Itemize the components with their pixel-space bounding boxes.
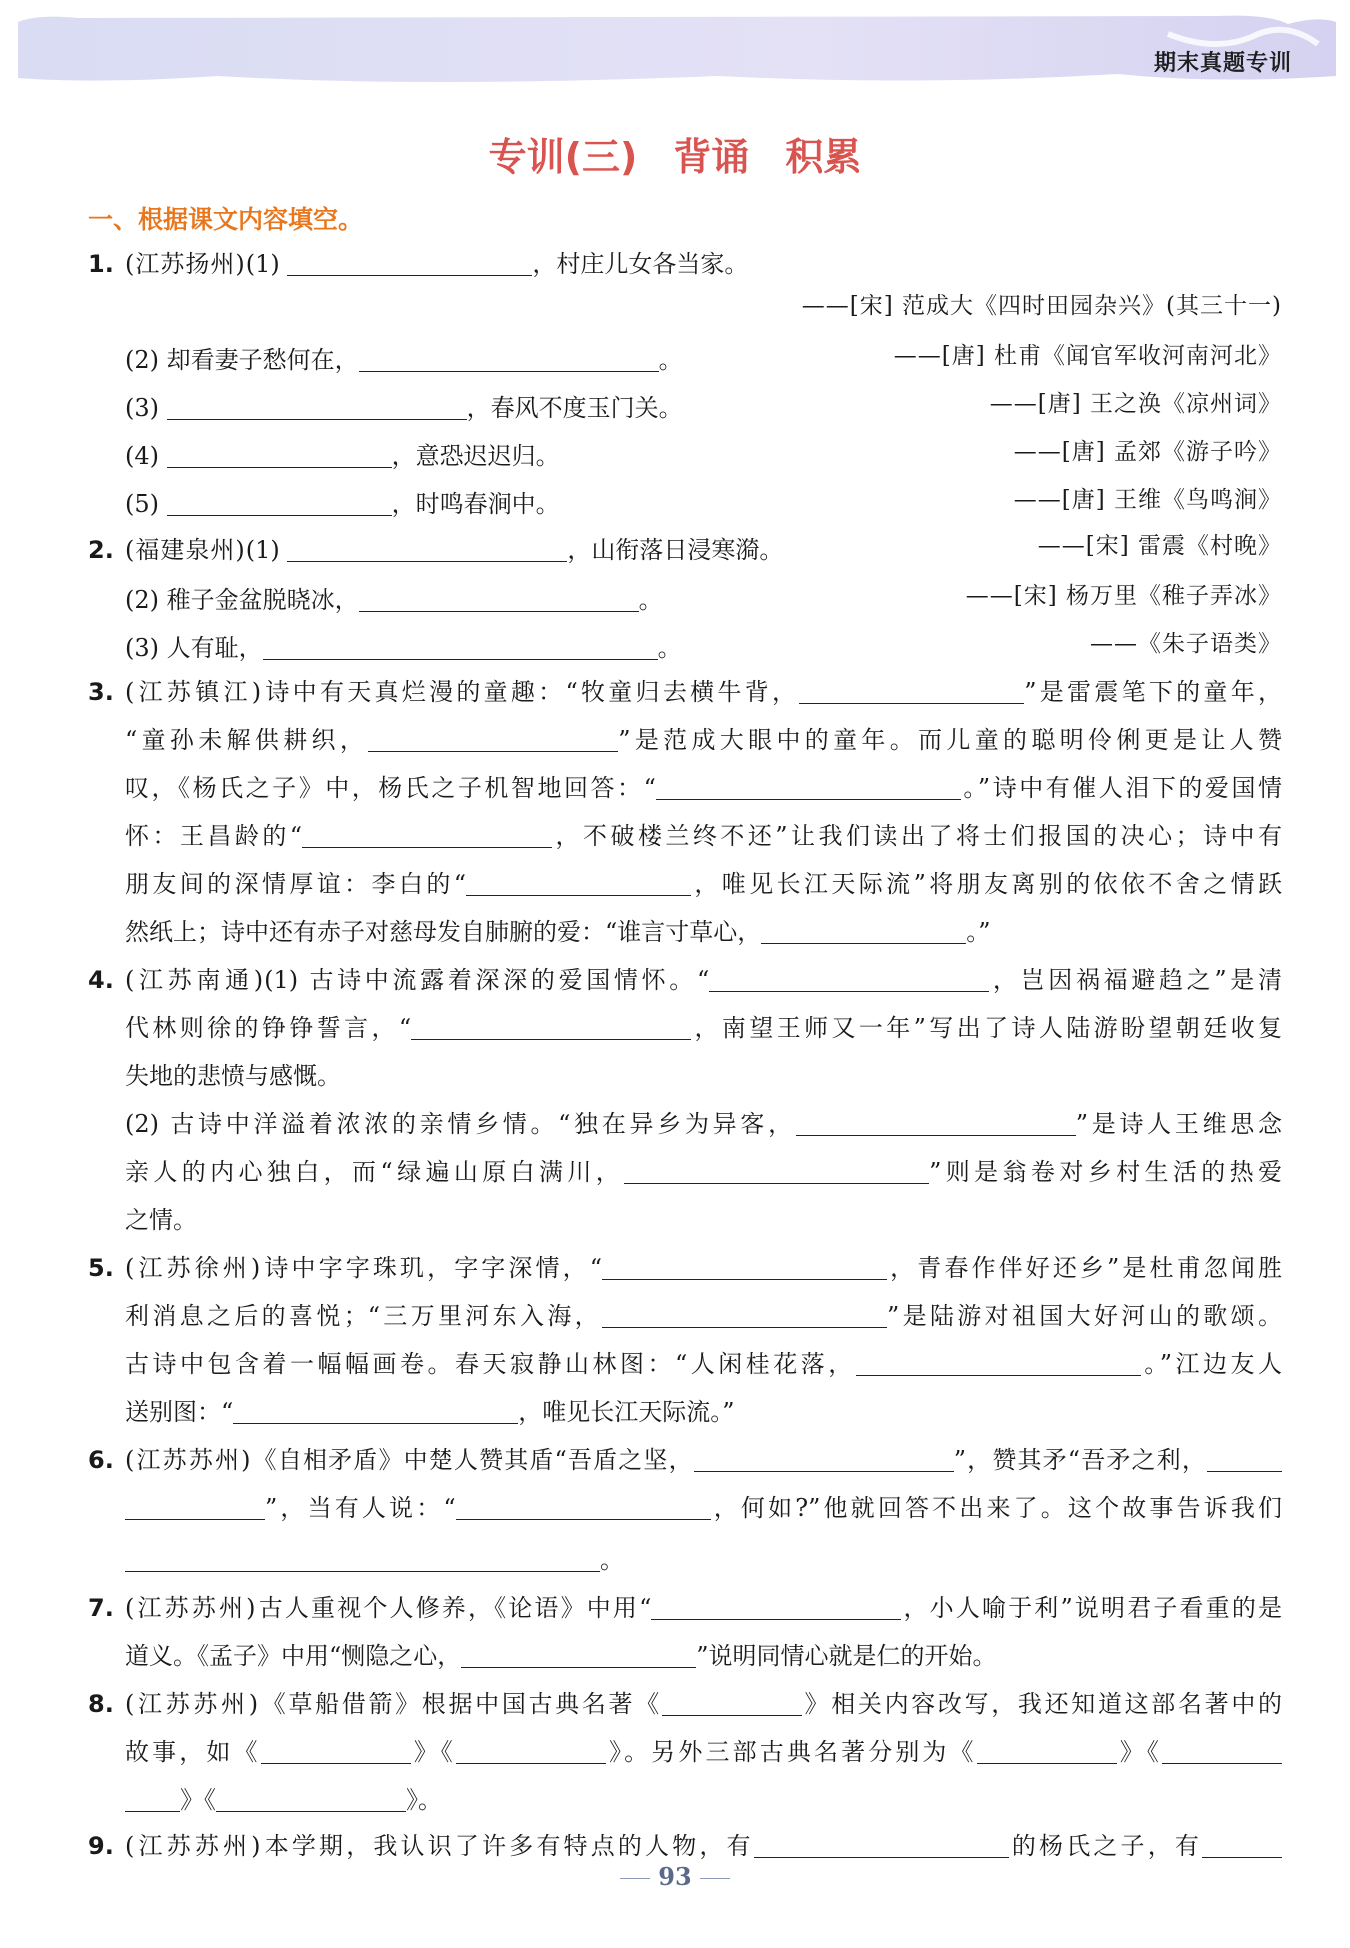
q7-blank-2[interactable] <box>461 1639 696 1668</box>
q3-line-1: 3. (江苏镇江)诗中有天真烂漫的童趣：“牧童归去横牛背， ”是雷震笔下的童年， <box>125 672 1282 712</box>
title-part-3: 积累 <box>785 135 862 179</box>
q8-blank-2[interactable] <box>261 1735 411 1764</box>
q2-2-attribution: ——[宋] 杨万里《稚子弄冰》 <box>965 583 1282 609</box>
title-part-2: 背诵 <box>673 135 750 179</box>
q3-blank-1[interactable] <box>799 675 1024 704</box>
q2-number: 2. <box>88 536 114 564</box>
q8-line-3: 》《 》。 <box>125 1780 1282 1820</box>
q5-line-3: 古诗中包含着一幅幅画卷。春天寂静山林图：“人闲桂花落， 。”江边友人 <box>125 1344 1282 1384</box>
q3-line-3: 叹，《杨氏之子》中，杨氏之子机智地回答：“ 。”诗中有催人泪下的爱国情 <box>125 768 1282 808</box>
q4-line-2: 代林则徐的铮铮誓言，“ ，南望王师又一年”写出了诗人陆游盼望朝廷收复 <box>125 1008 1282 1048</box>
q1-line-4: (4) ，意恐迟迟归。 <box>125 436 1282 476</box>
q2-2-blank[interactable] <box>359 583 639 612</box>
q5-blank-2[interactable] <box>602 1299 887 1328</box>
header-label: 期末真题专训 <box>1153 51 1292 76</box>
q4-line-4: (2) 古诗中洋溢着浓浓的亲情乡情。“独在异乡为异客， ”是诗人王维思念 <box>125 1104 1282 1144</box>
q2-3-attribution: ——《朱子语类》 <box>1090 631 1282 657</box>
q2-1-attribution: ——[宋] 雷震《村晚》 <box>1037 533 1282 559</box>
q8-line-1: 8. (江苏苏州)《草船借箭》根据中国古典名著《 》相关内容改写，我还知道这部名著中的 <box>125 1684 1282 1724</box>
q3-blank-4[interactable] <box>302 819 552 848</box>
q8-blank-3[interactable] <box>456 1735 606 1764</box>
q8-line-2: 故事，如《 》《 》。另外三部古典名著分别为《 》《 <box>125 1732 1282 1772</box>
q9-blank-1[interactable] <box>754 1829 1009 1858</box>
q6-blank-1[interactable] <box>694 1443 954 1472</box>
q7-blank-1[interactable] <box>651 1591 901 1620</box>
q3-line-4: 怀：王昌龄的“ ，不破楼兰终不还”让我们读出了将士们报国的决心；诗中有 <box>125 816 1282 856</box>
q6-line-2: ”，当有人说：“ ，何如?”他就回答不出来了。这个故事告诉我们 <box>125 1488 1282 1528</box>
q3-line-2: “童孙未解供耕织， ”是范成大眼中的童年。而儿童的聪明伶俐更是让人赞 <box>125 720 1282 760</box>
q1-5-blank[interactable] <box>167 487 392 516</box>
q1-number: 1. <box>88 250 114 278</box>
q2-line-1: 2. (福建泉州)(1) ，山衔落日浸寒漪。 <box>125 530 1282 570</box>
q1-1-blank[interactable] <box>287 247 532 276</box>
q1-4-attribution: ——[唐] 孟郊《游子吟》 <box>1013 439 1282 465</box>
q1-4-blank[interactable] <box>167 439 392 468</box>
q9-line-1: 9. (江苏苏州)本学期，我认识了许多有特点的人物，有 的杨氏之子，有 <box>125 1826 1282 1866</box>
q6-line-3: 。 <box>125 1540 1282 1580</box>
q3-blank-6[interactable] <box>761 915 966 944</box>
q3-line-6: 然纸上；诗中还有赤子对慈母发自肺腑的爱：“谁言寸草心， 。” <box>125 912 1282 952</box>
q1-2-attribution: ——[唐] 杜甫《闻官军收河南河北》 <box>893 343 1282 369</box>
q4-blank-3[interactable] <box>796 1107 1076 1136</box>
q4-line-5: 亲人的内心独白，而“绿遍山原白满川， ”则是翁卷对乡村生活的热爱 <box>125 1152 1282 1192</box>
q4-blank-2[interactable] <box>411 1011 691 1040</box>
q4-blank-1[interactable] <box>709 963 989 992</box>
q7-line-1: 7. (江苏苏州)古人重视个人修养，《论语》中用“ ，小人喻于利”说明君子看重的是 <box>125 1588 1282 1628</box>
page-number: 93 <box>0 1862 1350 1891</box>
q5-line-2: 利消息之后的喜悦；“三万里河东入海， ”是陆游对祖国大好河山的歌颂。 <box>125 1296 1282 1336</box>
q5-blank-3[interactable] <box>856 1347 1141 1376</box>
q4-blank-4[interactable] <box>624 1155 929 1184</box>
q1-3-blank[interactable] <box>167 391 467 420</box>
q8-blank-6[interactable] <box>216 1783 406 1812</box>
q5-number: 5. <box>88 1254 114 1282</box>
q9-number: 9. <box>88 1832 114 1860</box>
q6-number: 6. <box>88 1446 114 1474</box>
q8-blank-5[interactable] <box>1162 1735 1282 1764</box>
q2-1-blank[interactable] <box>287 533 567 562</box>
q6-blank-2-cont[interactable] <box>125 1491 265 1520</box>
q7-line-2: 道义。《孟子》中用“恻隐之心， ”说明同情心就是仁的开始。 <box>125 1636 1282 1676</box>
q1-5-attribution: ——[唐] 王维《鸟鸣涧》 <box>1013 487 1282 513</box>
q1-line-2: (2) 却看妻子愁何在， 。 <box>125 340 1282 380</box>
q2-line-3: (3) 人有耻， 。 <box>125 628 1282 668</box>
q6-line-1: 6. (江苏苏州)《自相矛盾》中楚人赞其盾“吾盾之坚， ”，赞其矛“吾矛之利， <box>125 1440 1282 1480</box>
q8-blank-1[interactable] <box>662 1687 802 1716</box>
title-part-1: 专训(三) <box>488 135 638 179</box>
q1-line-1: 1. (江苏扬州)(1) ，村庄儿女各当家。 <box>125 244 1282 284</box>
q1-line-3: (3) ，春风不度玉门关。 <box>125 388 1282 428</box>
q9-blank-2[interactable] <box>1202 1829 1282 1858</box>
q6-blank-4[interactable] <box>125 1543 600 1572</box>
q4-number: 4. <box>88 966 114 994</box>
q2-line-2: (2) 稚子金盆脱晓冰， 。 <box>125 580 1282 620</box>
q4-line-3: 失地的悲愤与感慨。 <box>125 1062 341 1090</box>
q4-line-1: 4. (江苏南通)(1) 古诗中流露着深深的爱国情怀。“ ，岂因祸福避趋之”是清 <box>125 960 1282 1000</box>
q8-blank-4[interactable] <box>977 1735 1117 1764</box>
q1-2-blank[interactable] <box>359 343 659 372</box>
page-title <box>0 126 1350 181</box>
q6-blank-3[interactable] <box>456 1491 711 1520</box>
q3-line-5: 朋友间的深情厚谊：李白的“ ，唯见长江天际流”将朋友离别的依依不舍之情跃 <box>125 864 1282 904</box>
q3-blank-5[interactable] <box>466 867 691 896</box>
q1-1-attribution: ——[宋] 范成大《四时田园杂兴》(其三十一) <box>801 293 1282 319</box>
q1-line-5: (5) ，时鸣春涧中。 <box>125 484 1282 524</box>
q5-blank-4[interactable] <box>233 1395 518 1424</box>
q4-line-6: 之情。 <box>125 1206 197 1234</box>
q5-line-4: 送别图：“ ，唯见长江天际流。” <box>125 1392 1282 1432</box>
q8-blank-5-cont[interactable] <box>125 1783 180 1812</box>
q1-3-attribution: ——[唐] 王之涣《凉州词》 <box>989 391 1282 417</box>
q7-number: 7. <box>88 1594 114 1622</box>
q3-blank-3[interactable] <box>656 771 961 800</box>
q5-blank-1[interactable] <box>602 1251 887 1280</box>
q3-blank-2[interactable] <box>368 723 618 752</box>
section-heading: 一、根据课文内容填空。 <box>88 205 364 234</box>
q3-number: 3. <box>88 678 114 706</box>
q2-3-blank[interactable] <box>263 631 658 660</box>
header-banner <box>18 14 1336 88</box>
q5-line-1: 5. (江苏徐州)诗中字字珠玑，字字深情，“ ，青春作伴好还乡”是杜甫忽闻胜 <box>125 1248 1282 1288</box>
q8-number: 8. <box>88 1690 114 1718</box>
q6-blank-2[interactable] <box>1207 1443 1282 1472</box>
